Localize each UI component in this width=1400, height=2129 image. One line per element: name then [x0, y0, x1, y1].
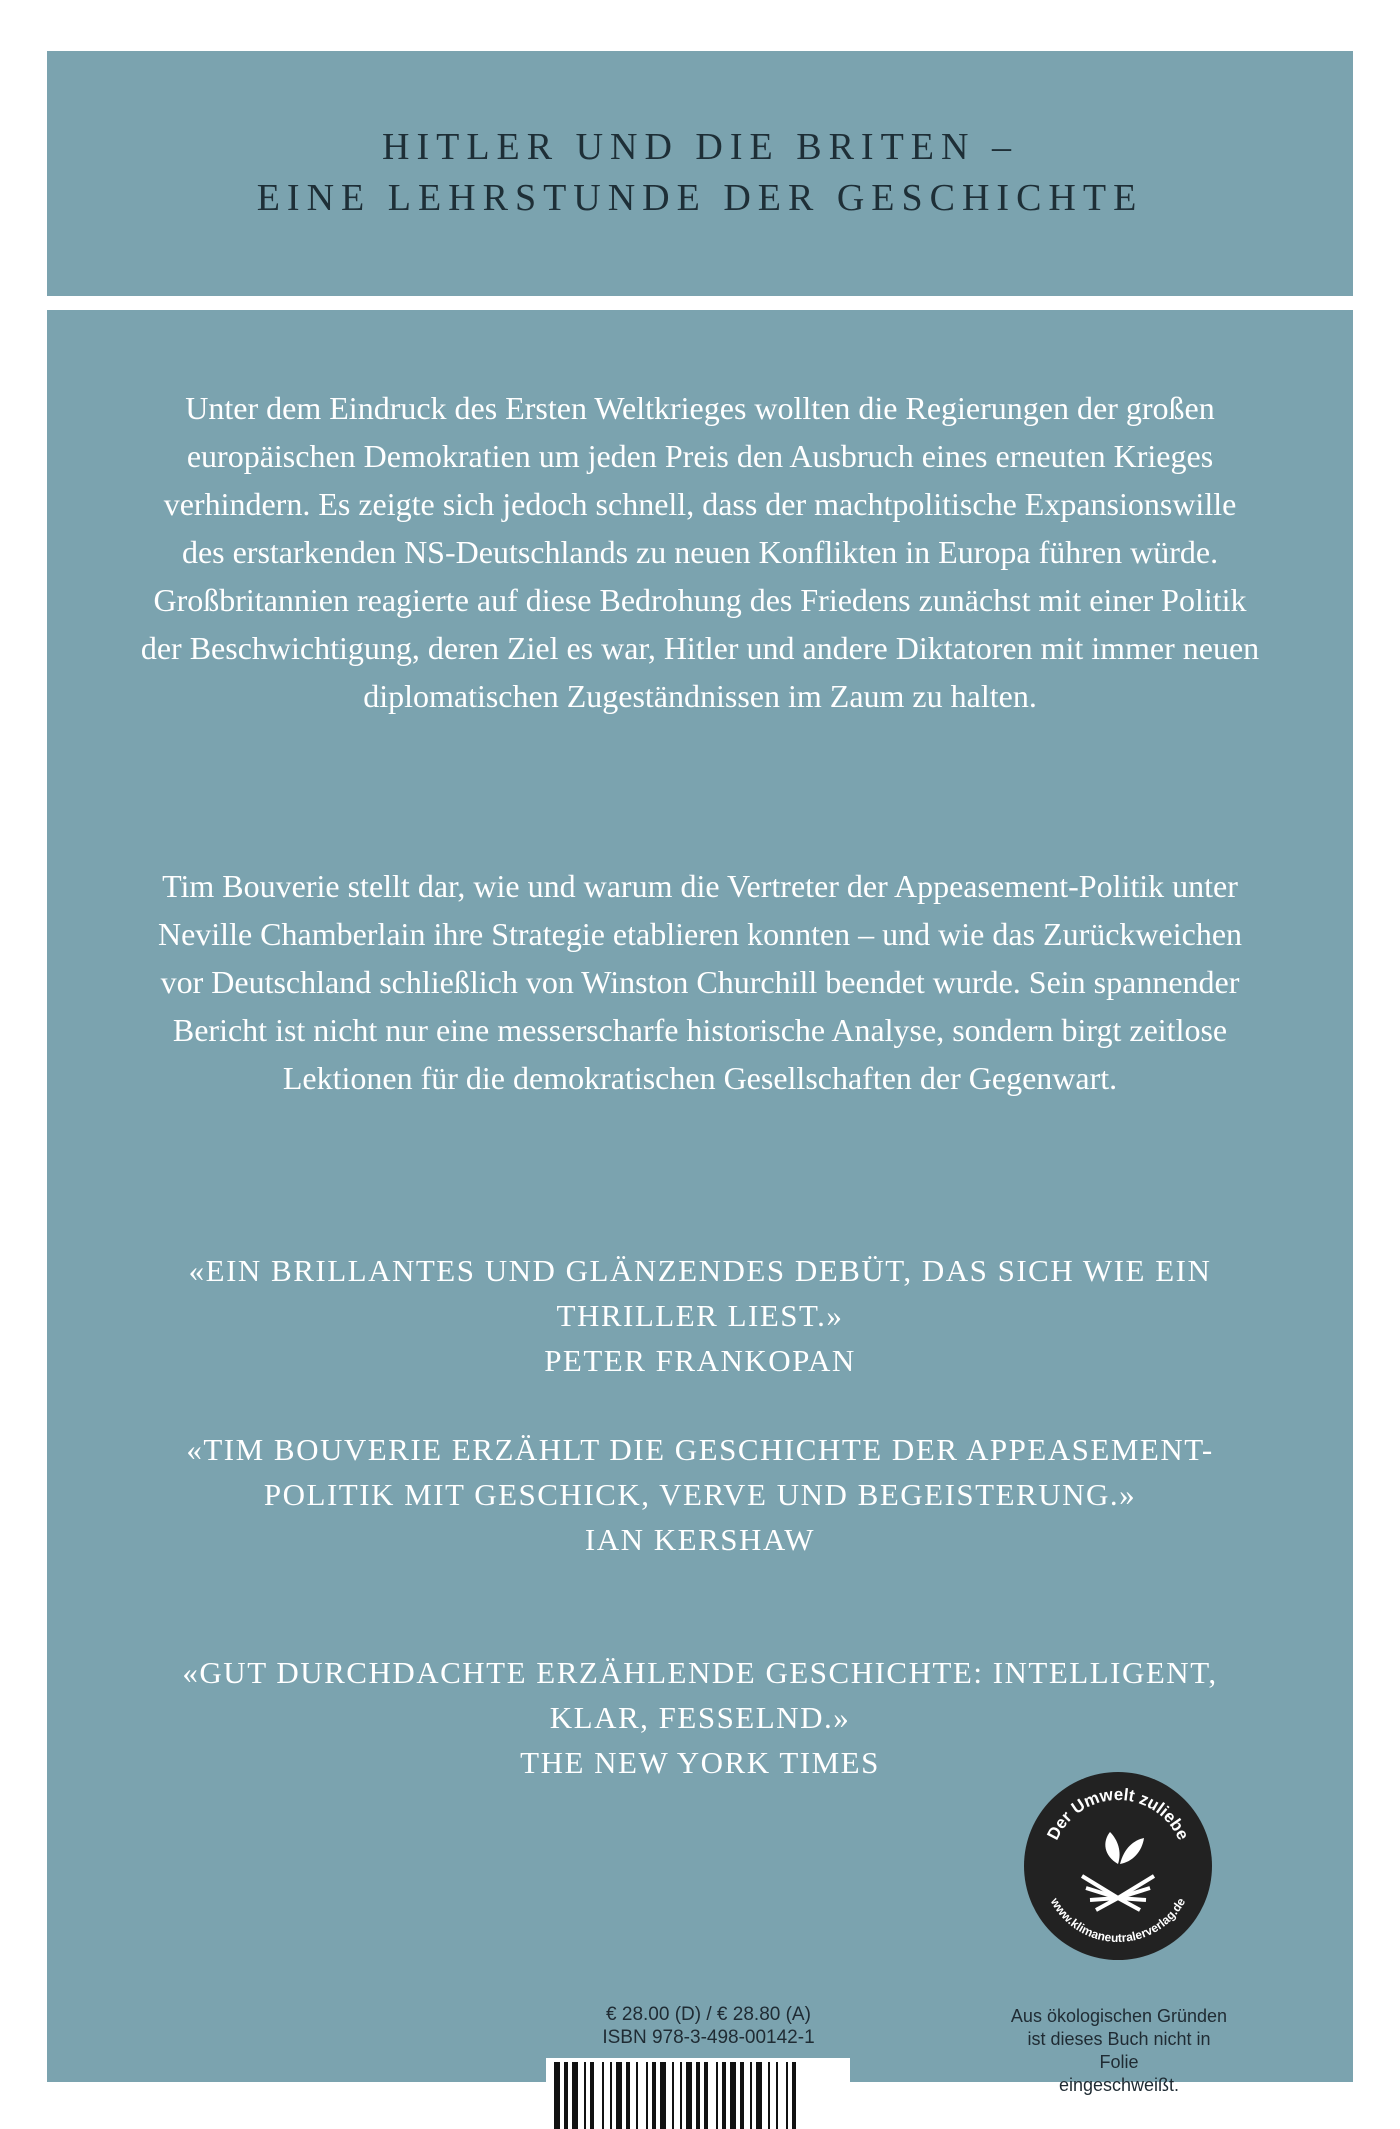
barcode-bar	[660, 2062, 666, 2129]
quote-2	[140, 1427, 1260, 1562]
barcode-bar	[792, 2062, 796, 2129]
barcode-bar	[646, 2062, 648, 2129]
barcode-bar	[768, 2062, 770, 2129]
barcode-bar	[602, 2062, 604, 2129]
quote-1	[140, 1248, 1260, 1383]
eco-note-line-1: Aus ökologischen Gründen	[1010, 2006, 1228, 2026]
barcode-bar	[750, 2062, 752, 2129]
badge-bottom-text: www.klimaneutralerverlag.de	[1047, 1895, 1189, 1946]
heading-line-2: EINE LEHRSTUNDE DER GESCHICHTE	[256, 177, 1144, 219]
blurb-paragraph-1: Unter dem Eindruck des Ersten Weltkrieges wollten die Regierungen der großen europäischen Demokratien um jeden Preis den Ausbruch eines erneuten Krieges verhindern. Es zeigte sich jedoch schnell, dass der machtpolitische Expansionswille des erstarkenden NS-Deutschlands zu neuen Konflikten in Europa führen würde. Großbritannien reagierte auf diese Bedrohung des Friedens zunächst mit einer Politik der Beschwichtigung, deren Ziel es war, Hitler und andere Diktatoren mit immer neuen diplomatischen Zugeständnissen im Zaum zu halten.	[140, 390, 1260, 714]
barcode-bar	[672, 2062, 674, 2129]
barcode-bar	[590, 2062, 594, 2129]
barcode-bar	[704, 2062, 708, 2129]
barcode-bar	[616, 2062, 622, 2129]
barcode-bar	[652, 2062, 656, 2129]
barcode-bar	[756, 2062, 762, 2129]
eco-note-line-2: ist dieses Buch nicht in Folie	[1027, 2029, 1211, 2072]
eco-note-line-3: eingeschweißt.	[1058, 2075, 1180, 2095]
barcode-bar	[740, 2062, 744, 2129]
barcode-bar	[626, 2062, 630, 2129]
barcode-bar	[680, 2062, 682, 2129]
blurb-paragraph-2: Tim Bouverie stellt dar, wie und warum die Vertreter der Appeasement-Politik unter Neville Chamberlain ihre Strategie etablieren konnten – und wie das Zurückweichen vor Deutschland schließlich von Winston Churchill beendet wurde. Sein spannender Bericht ist nicht nur eine messerscharfe historische Analyse, sondern birgt zeitlose Lektionen für die demokratischen Gesellschaften der Gegenwart.	[157, 868, 1243, 1096]
leaf-icon	[1105, 1832, 1144, 1864]
climate-neutral-badge	[1024, 1772, 1212, 1960]
barcode-bar	[716, 2062, 718, 2129]
eco-note	[1008, 2005, 1230, 2097]
barcode-bar	[610, 2062, 612, 2129]
barcode-bar	[722, 2062, 726, 2129]
barcode-bar	[776, 2062, 778, 2129]
barcode-bar	[572, 2062, 578, 2129]
barcode-bar	[686, 2062, 692, 2129]
barcode	[546, 2058, 850, 2129]
quote-source: THE NEW YORK TIMES	[520, 1745, 880, 1780]
quote-text: «EIN BRILLANTES UND GLÄNZENDES DEBÜT, DAS SICH WIE EIN THRILLER LIEST.»	[188, 1253, 1212, 1333]
barcode-bar	[696, 2062, 700, 2129]
barcode-bar	[730, 2062, 736, 2129]
quote-source: IAN KERSHAW	[584, 1522, 816, 1557]
isbn-label: ISBN 978-3-498-00142-1	[602, 2027, 815, 2048]
badge-top-text: Der Umwelt zuliebe	[1043, 1784, 1193, 1843]
heading-line-1: HITLER UND DIE BRITEN –	[382, 126, 1018, 168]
barcode-graphic	[546, 2058, 850, 2129]
climate-neutral-badge-graphic	[1024, 1772, 1212, 1960]
price-label: € 28.00 (D) / € 28.80 (A)	[606, 2004, 811, 2025]
barcode-bar	[636, 2062, 638, 2129]
quote-text: «GUT DURCHDACHTE ERZÄHLENDE GESCHICHTE: INTELLIGENT, KLAR, FESSELND.»	[182, 1655, 1218, 1735]
quote-text: «TIM BOUVERIE ERZÄHLT DIE GESCHICHTE DER APPEASEMENT-POLITIK MIT GESCHICK, VERVE UND BEGEISTERUNG.»	[186, 1432, 1214, 1512]
svg-text:www.klimaneutralerverlag.de	[1047, 1894, 1188, 1945]
barcode-bar	[554, 2062, 560, 2129]
barcode-bar	[786, 2062, 788, 2129]
svg-text:Der Umwelt zuliebe	[1043, 1785, 1192, 1843]
barcode-bar	[564, 2062, 568, 2129]
price-block	[591, 2003, 826, 2049]
open-book-icon	[1082, 1876, 1154, 1910]
quote-3	[140, 1650, 1260, 1785]
quote-source: PETER FRANKOPAN	[544, 1343, 856, 1378]
barcode-bar	[584, 2062, 586, 2129]
